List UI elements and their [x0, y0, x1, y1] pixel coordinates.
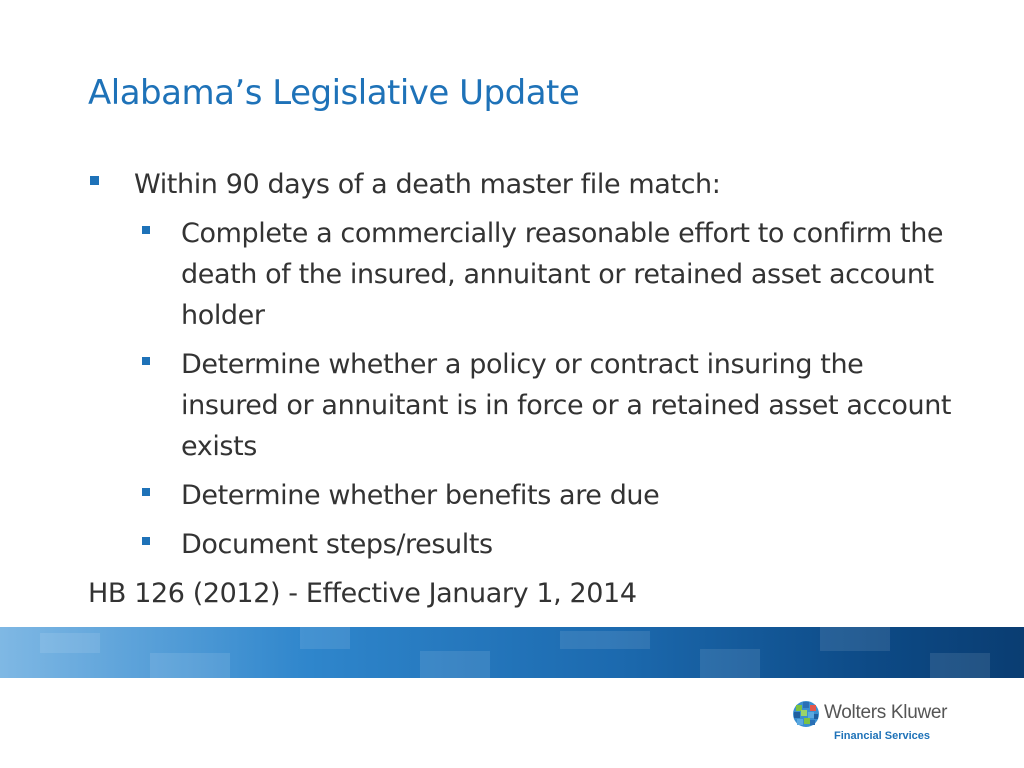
sub-bullet-item [134, 344, 968, 467]
logo-name: Wolters Kluwer [824, 702, 948, 723]
band-tile [300, 627, 350, 649]
bullet-text: Within 90 days of a death master file match: [134, 169, 721, 200]
square-bullet-icon [142, 226, 150, 234]
sub-bullet-item [134, 524, 968, 565]
slide-content [88, 164, 968, 614]
sub-bullet-text: Determine whether a policy or contract insuring the insured or annuitant is in force or a retained asset account exists [181, 349, 952, 462]
sub-bullet-text: Document steps/results [181, 529, 493, 560]
band-tile [560, 631, 650, 649]
square-bullet-icon [90, 176, 99, 185]
band-tile [150, 653, 230, 678]
band-tile [420, 651, 490, 678]
sub-bullet-text: Complete a commercially reasonable effort to confirm the death of the insured, annuitant or retained asset account holder [181, 218, 944, 331]
sub-bullet-item [134, 213, 968, 336]
sub-bullet-text: Determine whether benefits are due [181, 480, 660, 511]
slide-title: Alabama’s Legislative Update [88, 73, 580, 113]
square-bullet-icon [142, 537, 150, 545]
bullet-item [88, 164, 968, 205]
square-bullet-icon [142, 488, 150, 496]
band-tile [700, 649, 760, 678]
square-bullet-icon [142, 357, 150, 365]
decorative-band [0, 627, 1024, 678]
globe-mosaic-icon [792, 700, 820, 728]
legislation-reference: HB 126 (2012) - Effective January 1, 2014 [88, 578, 637, 609]
band-tile [40, 633, 100, 653]
band-tile [820, 627, 890, 651]
band-tile [930, 653, 990, 678]
sub-bullet-item [134, 475, 968, 516]
logo-subtitle: Financial Services [834, 730, 930, 742]
wolters-kluwer-logo [792, 700, 992, 750]
